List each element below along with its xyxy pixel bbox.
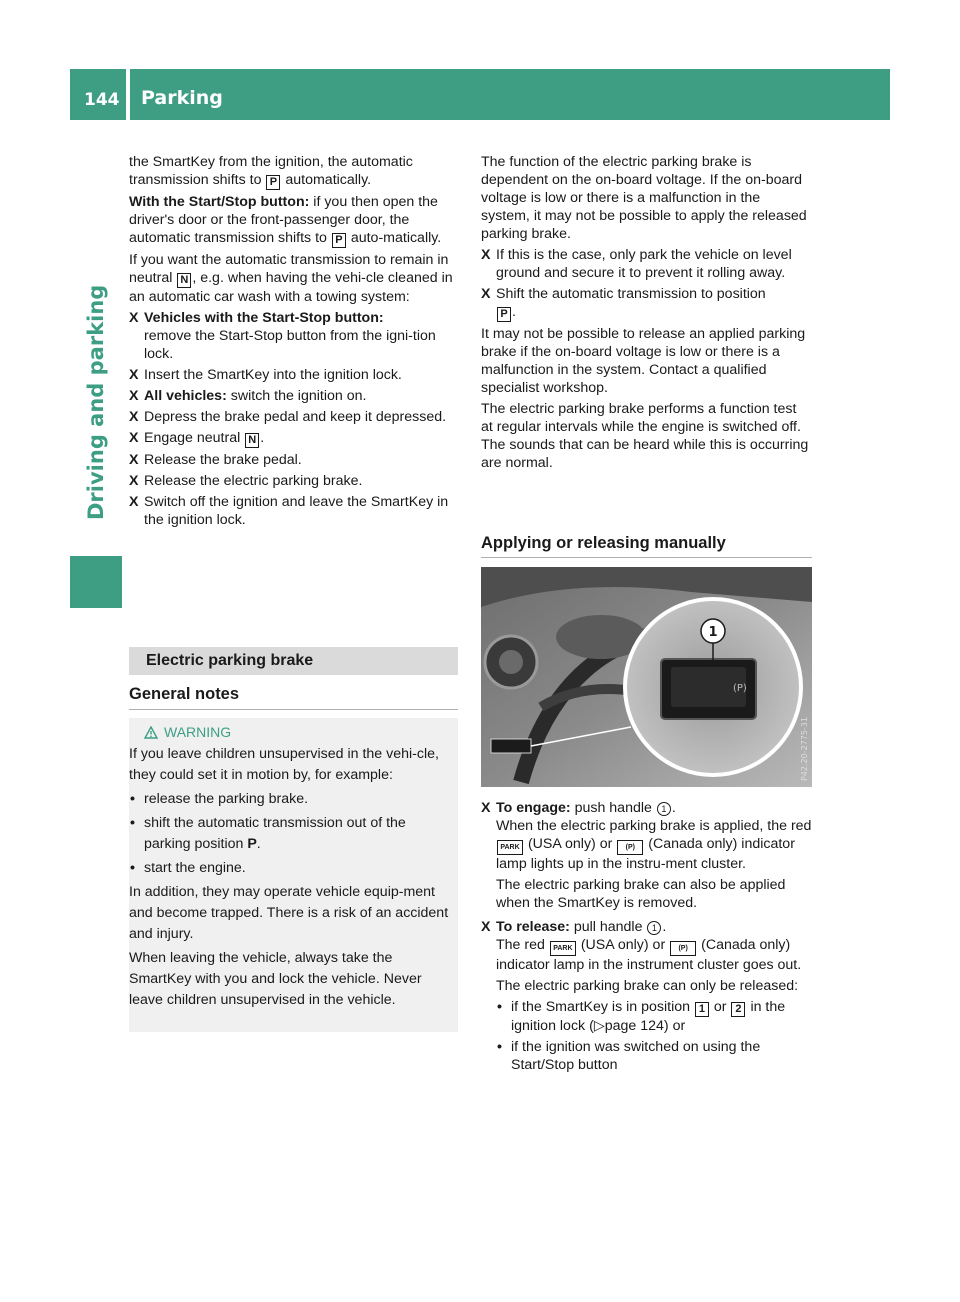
text: Shift the automatic transmission to position [496,286,766,302]
text: The electric parking brake can only be released: [496,978,799,994]
gear-label: P [247,836,257,852]
gear-n-symbol: N [177,273,191,288]
park-lamp-symbol: PARK [497,840,523,855]
chapter-title: Parking [141,87,223,109]
subheading: Applying or releasing manually [481,534,726,552]
text: Engage neutral [144,430,241,446]
subheading-rule [129,709,458,710]
paragraph [129,193,459,248]
gear-p-symbol: P [497,307,511,322]
subheading-rule [481,557,812,558]
paragraph: It may not be possible to release an applied parking brake if the on-board voltage is low or there is a malfunction in the system. Contact a qualified specialist workshop. [481,326,806,396]
sidebar-title: Driving and parking [84,284,108,520]
text: . [662,919,667,935]
instruction-step [129,429,459,448]
text: if you then open the driver's door or the front-passenger door, the automatic transmission shifts to [129,194,438,246]
text: remove the Start-Stop button from the igni-tion lock. [144,328,436,362]
warning-box [129,718,458,1032]
instruction-step [129,366,459,384]
instruction-step [481,799,812,912]
subheading: General notes [129,685,240,703]
text: or [713,999,727,1015]
warning-bullet [129,858,451,879]
gear-n-symbol: N [245,433,259,448]
instruction-step [481,918,812,1074]
text: if the SmartKey is in position [511,999,690,1015]
text: Release the brake pedal. [144,452,302,468]
text: release the parking brake. [144,791,309,807]
paragraph: The function of the electric parking brake is dependent on the on-board voltage. If the on-board voltage is low or there is a malfunction in the system, it may not be possible to apply the released parking brake. [481,154,807,242]
text: Switch off the ignition and leave the SmartKey in the ignition lock. [144,494,449,528]
text: auto-matically. [350,230,442,246]
section-bar [129,647,458,675]
canada-brake-lamp-symbol: (P) [670,941,696,956]
text: (Canada only) indicator lamp in the instrument cluster goes out. [496,937,802,973]
bold-lead: To engage: [496,800,571,816]
instruction-step [129,387,459,405]
svg-text:(P): (P) [733,683,747,694]
text: When the electric parking brake is applied, the red [496,818,812,834]
text: in the ignition lock ( [511,999,786,1034]
callout-1-symbol: 1 [647,921,661,935]
text: The electric parking brake can also be applied when the SmartKey is removed. [496,877,786,911]
warning-paragraph: When leaving the vehicle, always take the SmartKey with you and lock the vehicle. Never leave children unsupervised in the vehicle. [129,950,422,1008]
paragraph [129,251,459,306]
text: (USA only) or [580,937,666,953]
parking-brake-photo [481,567,812,787]
instruction-step [481,285,812,322]
park-lamp-symbol: PARK [550,941,576,956]
gear-p-symbol: P [266,175,280,190]
text: push handle [574,800,652,816]
warning-bullet [129,813,451,855]
text: automatically. [285,172,372,188]
warning-header [144,722,231,743]
sidebar-marker [70,556,122,608]
canada-brake-lamp-symbol: (P) [617,840,643,855]
right-column [481,153,812,475]
photo-callout: 1 [708,625,718,640]
warning-label: WARNING [164,724,232,740]
instruction-step [129,408,459,426]
text: . [671,800,676,816]
header-band [70,69,890,120]
text: Insert the SmartKey into the ignition lock. [144,367,402,383]
text: , e.g. when having the vehi-cle cleaned in an automatic car wash with a towing system: [129,270,453,305]
text: if the ignition was switched on using the Start/Stop button [511,1039,761,1073]
callout-1-symbol: 1 [657,802,671,816]
text: . [260,430,265,446]
section-title: Electric parking brake [146,652,314,669]
condition-bullet [496,998,812,1035]
text: . [256,836,261,852]
instruction-step [129,472,459,490]
text: switch the ignition on. [230,388,367,404]
warning-body [129,744,451,1014]
paragraph [129,153,459,190]
page-ref-icon: ▷ [593,1018,605,1034]
text: pull handle [573,919,643,935]
right-column-lower [481,799,812,1077]
text: shift the automatic transmission out of the parking position [144,815,406,852]
warning-intro: If you leave children unsupervised in the vehi-cle, they could set it in motion by, for example: [129,746,439,783]
key-position-2: 2 [731,1002,745,1017]
condition-bullet [496,1038,812,1074]
page-reference[interactable]: page 124) or [604,1018,686,1034]
key-position-1: 1 [695,1002,709,1017]
left-column [129,153,459,532]
bold-lead: With the Start/Stop button: [129,194,310,210]
paragraph: The electric parking brake performs a function test at regular intervals while the engine is switched off. The sounds that can be heard while this is occurring are normal. [481,401,809,471]
text: Depress the brake pedal and keep it depressed. [144,409,447,425]
warning-triangle-icon [144,726,158,739]
warning-paragraph: In addition, they may operate vehicle equip-ment and become trapped. There is a risk of an accident and injury. [129,884,449,942]
text: start the engine. [144,860,246,876]
instruction-step [481,246,812,282]
text: If you want the automatic transmission to remain in neutral [129,252,449,286]
bold-lead: Vehicles with the Start-Stop button: [144,310,384,326]
photo-code: P42.20-2775-31 [800,716,809,781]
text: If this is the case, only park the vehicle on level ground and secure it to prevent it rolling away. [496,247,792,281]
instruction-step [129,493,459,529]
text: Release the electric parking brake. [144,473,363,489]
bold-lead: All vehicles: [144,388,227,404]
instruction-step [129,309,459,363]
page-number: 144 [84,90,120,110]
text: The red [496,937,545,953]
header-divider [126,69,130,120]
text: (USA only) or [527,836,613,852]
warning-bullet [129,789,451,810]
bold-lead: To release: [496,919,570,935]
gear-p-symbol: P [332,233,346,248]
instruction-step [129,451,459,469]
text: the SmartKey from the ignition, the automatic transmission shifts to [129,154,413,188]
text: . [512,304,516,320]
text: (Canada only) indicator lamp lights up in the instru-ment cluster. [496,836,795,872]
